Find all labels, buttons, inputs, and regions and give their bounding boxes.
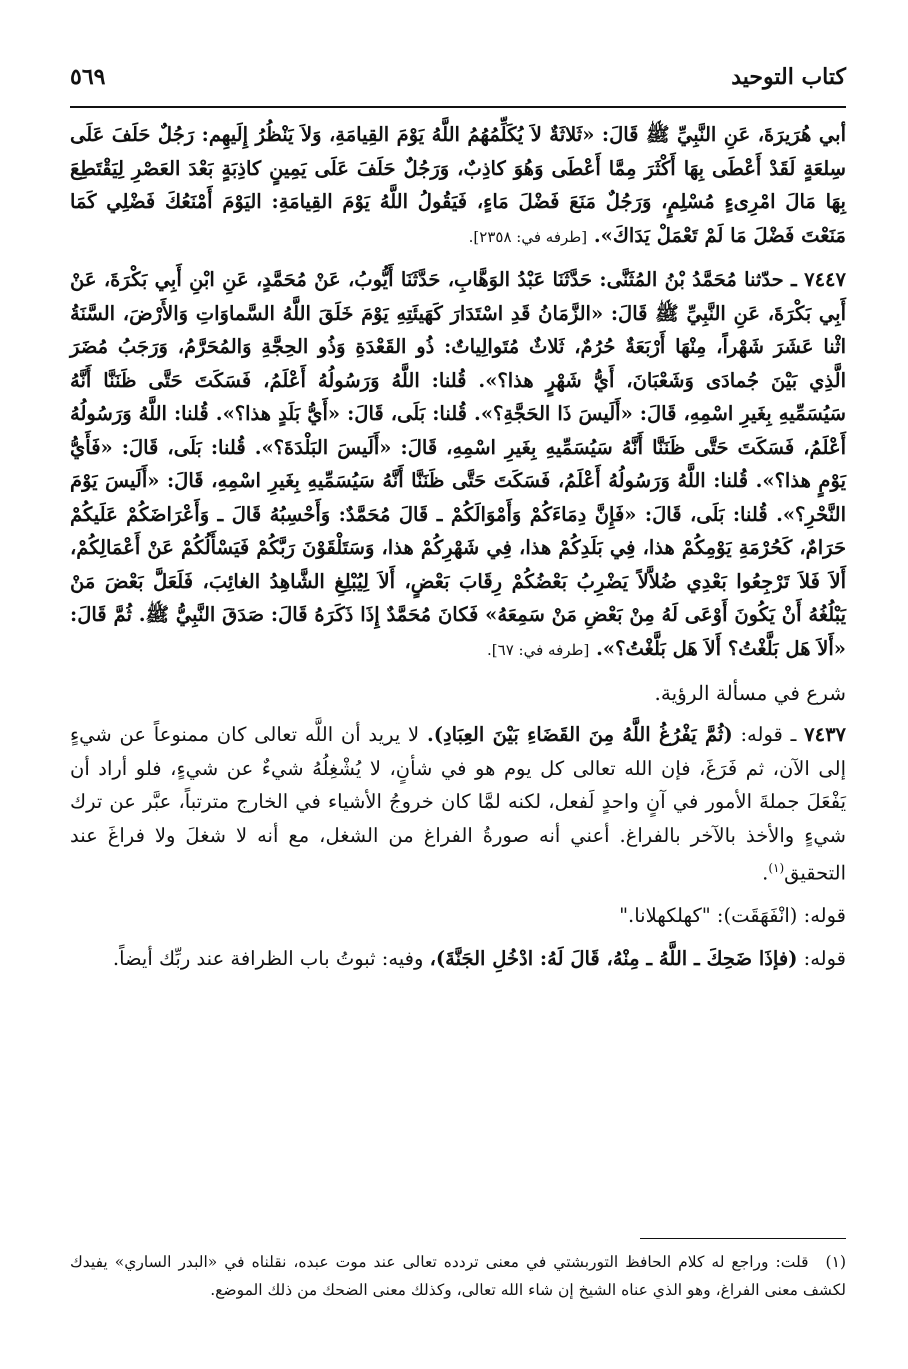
hadith-reference: [طرفه في: ٢٣٥٨]. — [468, 227, 588, 246]
hadith-text: ـ حدّثنا مُحَمَّدُ بْنُ المُثَنَّى: حَدَّثَنَا عَبْدُ الوَهَّابِ، حَدَّثَنَا أَيُّوبُ، عَنْ مُحَمَّدٍ، عَنِ ابْنِ أَبِي بَكْرَةَ، عَنْ أَبِي بَكْرَةَ، عَنِ النَّبِيِّ ﷺ قَالَ: «الزَّمَانُ قَدِ اسْتَدَارَ كَهَيئَتِهِ يَوْمَ خَلَقَ اللَّهُ السَّماوَاتِ وَالأَرْضَ، السَّنَةُ اثْنا عَشَرَ شَهْراً، مِنْهَا أَرْبَعَةٌ حُرُمٌ، ثَلاثٌ مُتَوالِياتٌ: ذُو القَعْدَةِ وَذُو الحِجَّةِ وَالمُحَرَّمُ، وَرَجَبُ مُضَرَ الَّذِي بَيْنَ جُمادَى وَشَعْبَانَ، أَيُّ شَهْرٍ هذا؟». قُلنا: اللَّهُ وَرَسُولُهُ أَعْلَمُ، فَسَكَتَ حَتَّى ظَنَنَّا أَنَّهُ سَيُسَمِّيهِ بِغَيرِ اسْمِهِ، قَالَ: «أَلَيسَ ذَا الحَجَّةِ؟». قُلنا: بَلَى، قَالَ: «أَيُّ بَلَدٍ هذا؟». قُلنا: اللَّهُ وَرَسُولُهُ أَعْلَمُ، فَسَكَتَ حَتَّى ظَنَنَّا أَنَّهُ سَيُسَمِّيهِ بِغَيرِ اسْمِهِ، قَالَ: «أَلَيسَ البَلْدَةَ؟». قُلنا: بَلَى، قَالَ: «فَأَيُّ يَوْمٍ هذا؟». قُلنا: اللَّهُ وَرَسُولُهُ أَعْلَمُ، فَسَكَتَ حَتَّى ظَنَنَّا أَنَّهُ سَيُسَمِّيهِ بِغَيرِ اسْمِهِ، قَالَ: «أَلَيسَ يَوْمَ النَّحْرِ؟». قُلنا: بَلَى، قَالَ: «فَإِنَّ دِمَاءَكُمْ وَأَمْوَالَكُمْ ـ قَالَ مُحَمَّدٌ: وَأَحْسِبُهُ قَالَ ـ وَأَعْرَاضَكُمْ عَلَيكُمْ حَرَامٌ، كَحُرْمَةِ يَوْمِكُمْ هذا، فِي بَلَدِكُمْ هذا، فِي شَهْرِكُمْ هذا، وَسَتَلْقَوْنَ رَبَّكُمْ فَيَسْأَلُكُمْ عَنْ أَعْمَالِكُمْ، أَلاَ فَلاَ تَرْجِعُوا بَعْدِي ضُلاَّلاً يَضْرِبُ بَعْضُكُمْ رِقَابَ بَعْضٍ، أَلاَ لِيُبْلِغِ الشَّاهِدُ الغائِبَ، فَلَعَلَّ بَعْضَ مَنْ يَبْلُغُهُ أَنْ يَكُونَ أَوْعَى لَهُ مِنْ بَعْضِ مَنْ سَمِعَهُ» فَكانَ مُحَمَّدٌ إِذَا ذَكَرَهُ قَالَ: صَدَقَ النَّبِيُّ ﷺ. ثُمَّ قَالَ: «أَلاَ هَل بَلَّغْتُ؟ أَلاَ هَل بَلَّغْتُ؟». — [70, 268, 846, 660]
commentary-lead: قوله: — [803, 946, 846, 970]
hadith-number: ٧٤٤٧ — [804, 268, 846, 291]
footnote-mark: (١) — [825, 1253, 846, 1271]
page-number: ٥٦٩ — [70, 64, 106, 90]
footnote-divider — [640, 1238, 846, 1239]
header-divider — [70, 106, 846, 108]
commentary-number: ٧٤٣٧ — [804, 723, 847, 746]
commentary-quote: (فإذَا ضَحِكَ ـ اللَّهُ ـ مِنْهُ، قَالَ لَهُ: ادْخُلِ الجَنَّةَ)، — [429, 946, 798, 970]
hadith-reference: [طرفه في: ٦٧]. — [487, 640, 590, 659]
hadith-7447 — [70, 263, 846, 667]
commentary-7437: ٧٤٣٧ ـ قوله: (ثُمَّ يَفْرُغُ اللَّهُ مِنَ القَضَاءِ بَيْنَ العِبَادِ). لا يريد أن اللَّه تعالى كان ممنوعاً عن شيءٍ إلى الآن، ثم فَرَغَ، فإن الله تعالى كل يوم هو في شأنٍ، لا يُشْغِلُهُ شيءٌ عن شيءٍ، فلو أراد أن يَفْعَلَ جملةَ الأمور في آنٍ واحدٍ لَفعل، لكنه لمَّا كان خروجُ الأشياء في الخارج مترتباً، عبَّر عن ترك شيءٍ والأخذ بالآخر بالفراغ. أعني أنه صورةُ الفراغ من الشغل، مع أنه لا شغلَ ولا فراغَ عند التحقيق$^{(١)}$. — [70, 723, 847, 885]
hadith-continued — [70, 118, 846, 254]
commentary-infahaqat — [70, 899, 846, 933]
book-title: كتاب التوحيد — [731, 64, 846, 90]
commentary-quote: (ثُمَّ يَفْرُغُ اللَّهُ مِنَ القَضَاءِ بَيْنَ العِبَادِ). — [426, 723, 733, 746]
page-body — [70, 118, 846, 984]
hadith-text: أبي هُرَيرَةَ، عَنِ النَّبِيِّ ﷺ قَالَ: «ثَلاثَةٌ لاَ يُكَلِّمُهُمُ اللَّهُ يَوْمَ القِيامَةِ، وَلاَ يَنْظُرُ إِلَيهِم: رَجُلٌ حَلَفَ عَلَى سِلعَةٍ لَقَدْ أَعْطَى بِهَا أَكْثَرَ مِمَّا أَعْطَى وَهُوَ كاذِبٌ، وَرَجُلٌ حَلَفَ عَلَى يَمِينٍ كاذِبَةٍ بَعْدَ العَصْرِ لِيَقْتَطِعَ بِهَا مَالَ امْرِىءٍ مُسْلِمٍ، وَرَجُلٌ مَنَعَ فَضْلَ مَاءٍ، فَيَقُولُ اللَّهُ يَوْمَ القِيامَةِ: اليَوْمَ أَمْنَعُكَ فَضْلِي كَمَا مَنَعْتَ فَضْلَ مَا لَمْ تَعْمَلْ يَدَاكَ». — [70, 123, 846, 247]
footnote-item — [70, 1248, 846, 1304]
commentary-text: "كهلكهلانا." — [619, 904, 711, 927]
commentary-quote: (انْفَهَقَت): — [716, 904, 798, 927]
footnotes — [70, 1248, 846, 1304]
commentary-lead: قوله: — [803, 904, 846, 927]
commentary-text: لا يريد أن اللَّه تعالى كان ممنوعاً عن شيءٍ إلى الآن، ثم فَرَغَ، فإن الله تعالى كل يوم هو في شأنٍ، لا يُشْغِلُهُ شيءٌ عن شيءٍ، فلو أراد أن يَفْعَلَ جملةَ الأمور في آنٍ واحدٍ لَفعل، لكنه لمَّا كان خروجُ الأشياء في الخارج مترتباً، عبَّر عن ترك شيءٍ والأخذ بالآخر بالفراغ. أعني أنه صورةُ الفراغ من الشغل، مع أنه لا شغلَ ولا فراغَ عند التحقيق — [70, 723, 846, 885]
footnote-reference: (١) — [768, 861, 785, 875]
footnote-text: قلت: وراجع له كلام الحافظ التوربشتي في معنى تردده تعالى عند موت عبده، نقلناه في «البدر الساري» يفيدك لكشف معنى الفراغ، وهو الذي عناه الشيخ إن شاء الله تعالى، وكذلك معنى الضحك من ذلك الموضع. — [70, 1253, 846, 1299]
section-title: شرع في مسألة الرؤية. — [654, 681, 846, 705]
commentary-text: وفيه: ثبوتُ باب الظرافة عند ربِّك أيضاً. — [112, 946, 424, 970]
commentary-dahik — [70, 942, 846, 976]
commentary-lead: ـ قوله: — [740, 723, 797, 746]
page-header — [70, 62, 846, 98]
